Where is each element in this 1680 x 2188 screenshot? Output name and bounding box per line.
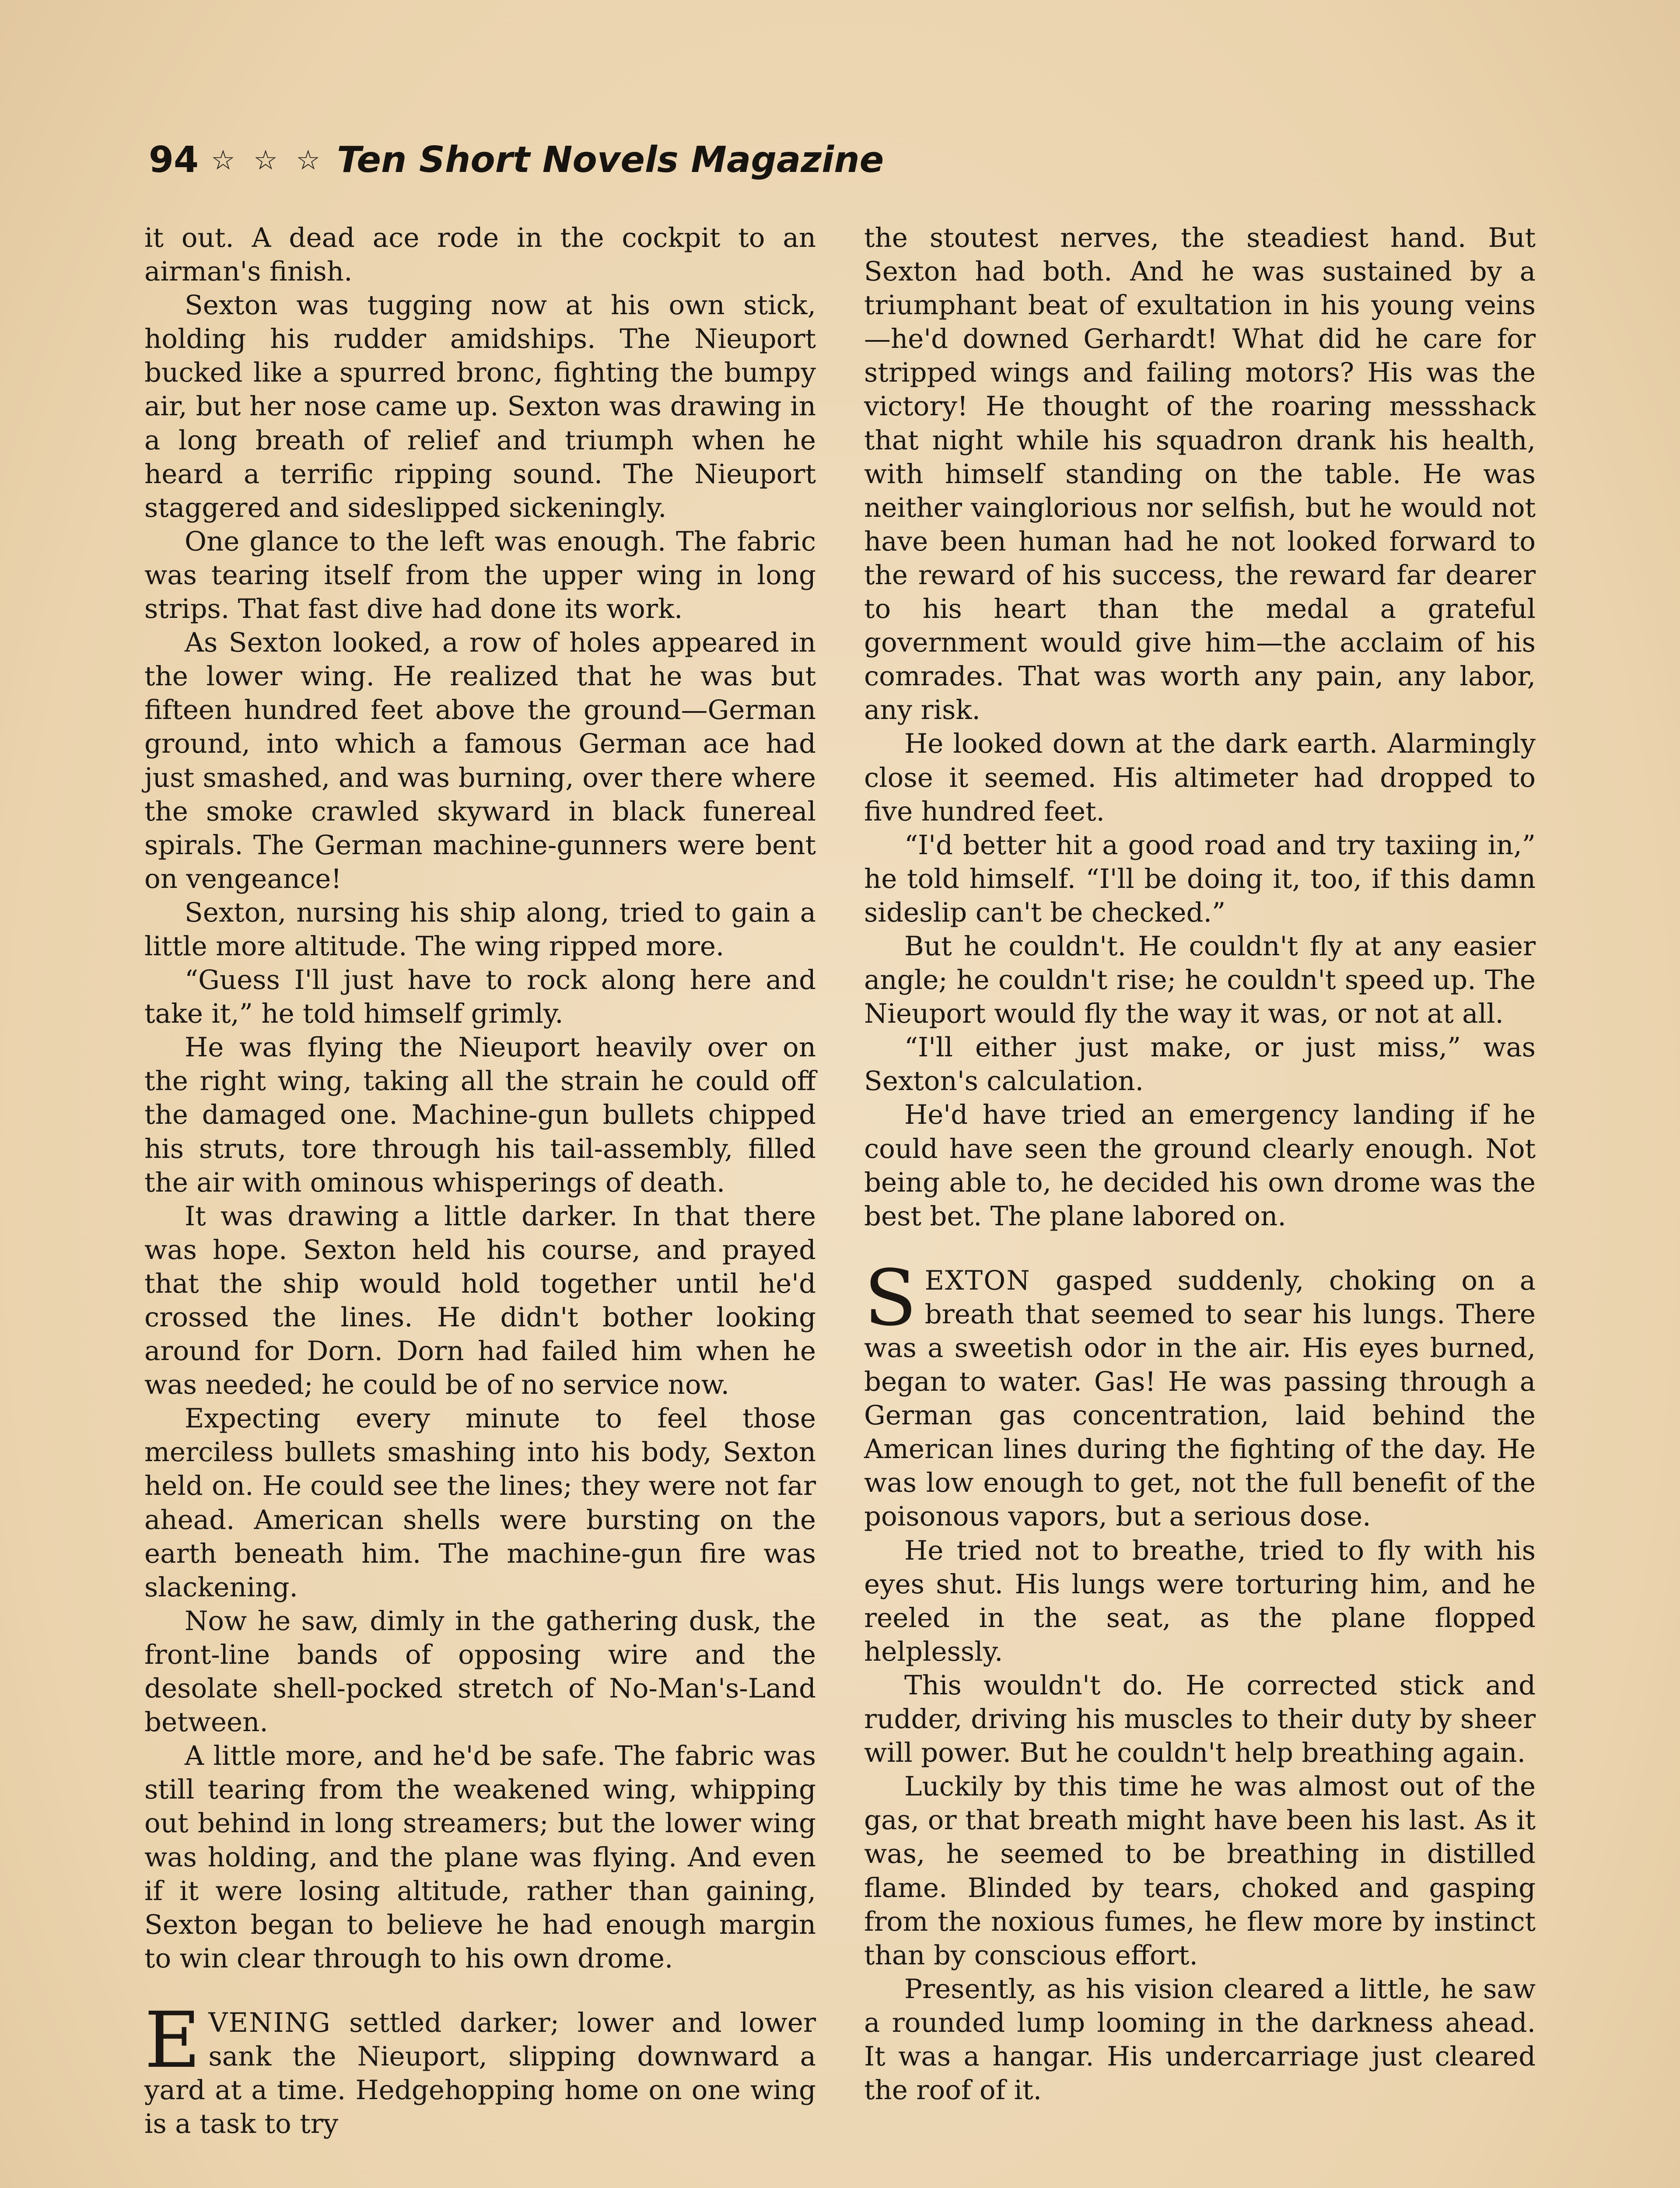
paragraph: Expecting every minute to feel those merciless bullets smashing into his body, Sexton held on. He could see the lines; they were not far ahead. American shells were bursting on the earth beneath him. The machine-gun fire was slackening. [144,1403,816,1603]
paragraph-text: settled darker; lower and lower sank the Nieuport, slipping downward a yard at a time. Hedgehopping home on one wing is a task to try [144,2007,816,2140]
star-ornaments: ☆ ☆ ☆ [211,144,325,176]
paragraph: Now he saw, dimly in the gathering dusk, the front-line bands of opposing wire and the desolate shell-pocked stretch of No-Man's-Land between. [144,1605,816,1738]
drop-cap: E [144,1995,201,2085]
paragraph: Luckily by this time he was almost out of the gas, or that breath might have been his last. As it was, he seemed to be breathing in distilled flame. Blinded by tears, choked and gasping from the noxious fumes, he flew more by instinct than by conscious effort. [864,1771,1536,1971]
paragraph: He was flying the Nieuport heavily over on the right wing, taking all the strain he could off the damaged one. Machine-gun bullets chipped his struts, tore through his tail-assembly, filled the air with ominous whisperings of death. [144,1032,816,1198]
paragraph: He tried not to breathe, tried to fly with his eyes shut. His lungs were torturing him, and he reeled in the seat, as the plane flopped helplessly. [864,1535,1536,1667]
paragraph: Presently, as his vision cleared a little, he saw a rounded lump looming in the darkness ahead. It was a hangar. His undercarriage just cleared the roof of it. [864,1973,1536,2106]
small-caps-lead: VENING [208,2007,331,2038]
page-number: 94 [149,139,199,181]
page-header [149,127,884,193]
paragraph: He'd have tried an emergency landing if he could have seen the ground clearly enough. Not being able to, he decided his own drome was the best bet. The plane labored on. [864,1099,1536,1232]
left-text-column [144,221,816,2141]
section-opening-paragraph [864,1253,1536,1534]
paragraph: Sexton, nursing his ship along, tried to gain a little more altitude. The wing ripped more. [144,897,816,962]
paragraph-text: gasped suddenly, choking on a breath that seemed to sear his lungs. There was a sweetish odor in the air. His eyes burned, began to water. Gas! He was passing through a German gas concentration, laid behind the American lines during the fighting of the day. He was low enough to get, not the full benefit of the poisonous vapors, but a serious dose. [864,1265,1536,1532]
paragraph: He looked down at the dark earth. Alarmingly close it seemed. His altimeter had dropped to five hundred feet. [864,728,1536,827]
paragraph: “I'd better hit a good road and try taxiing in,” he told himself. “I'll be doing it, too, if this damn sideslip can't be checked.” [864,829,1536,928]
magazine-title: Ten Short Novels Magazine [337,139,884,181]
paragraph: But he couldn't. He couldn't fly at any easier angle; he couldn't rise; he couldn't speed up. The Nieuport would fly the way it was, or not at all. [864,930,1536,1030]
paragraph: As Sexton looked, a row of holes appeared in the lower wing. He realized that he was but fifteen hundred feet above the ground—German ground, into which a famous German ace had just smashed, and was burning, over there where the smoke crawled skyward in black funereal spirals. The German machine-gunners were bent on vengeance! [144,627,816,894]
paragraph: This wouldn't do. He corrected stick and rudder, driving his muscles to their duty by sheer will power. But he couldn't help breathing again. [864,1669,1536,1769]
paragraph: “Guess I'll just have to rock along here and take it,” he told himself grimly. [144,964,816,1030]
small-caps-lead: EXTON [924,1265,1031,1296]
right-text-column [864,221,1536,2107]
paragraph: it out. A dead ace rode in the cockpit to an airman's finish. [144,222,816,288]
paragraph: One glance to the left was enough. The fabric was tearing itself from the upper wing in long strips. That fast dive had done its work. [144,526,816,625]
paragraph: Sexton was tugging now at his own stick, holding his rudder amidships. The Nieuport bucked like a spurred bronc, fighting the bumpy air, but her nose came up. Sexton was drawing in a long breath of relief and triumph when he heard a terrific ripping sound. The Nieuport staggered and sideslipped sickeningly. [144,290,816,523]
drop-cap: S [864,1253,917,1343]
paragraph: A little more, and he'd be safe. The fabric was still tearing from the weakened wing, whipping out behind in long streamers; but the lower wing was holding, and the plane was flying. And even if it were losing altitude, rather than gaining, Sexton began to believe he had enough margin to win clear through to his own drome. [144,1740,816,1974]
paragraph: the stoutest nerves, the steadiest hand. But Sexton had both. And he was sustained by a triumphant beat of exultation in his young veins—he'd downed Gerhardt! What did he care for stripped wings and failing motors? His was the victory! He thought of the roaring messshack that night while his squadron drank his health, with himself standing on the table. He was neither vainglorious nor selfish, but he would not have been human had he not looked forward to the reward of his success, the reward far dearer to his heart than the medal a grateful government would give him—the acclaim of his comrades. That was worth any pain, any labor, any risk. [864,222,1536,726]
paragraph: “I'll either just make, or just miss,” was Sexton's calculation. [864,1032,1536,1097]
paragraph: It was drawing a little darker. In that there was hope. Sexton held his course, and prayed that the ship would hold together until he'd crossed the lines. He didn't bother looking around for Dorn. Dorn had failed him when he was needed; he could be of no service now. [144,1200,816,1401]
section-opening-paragraph [144,1995,816,2141]
